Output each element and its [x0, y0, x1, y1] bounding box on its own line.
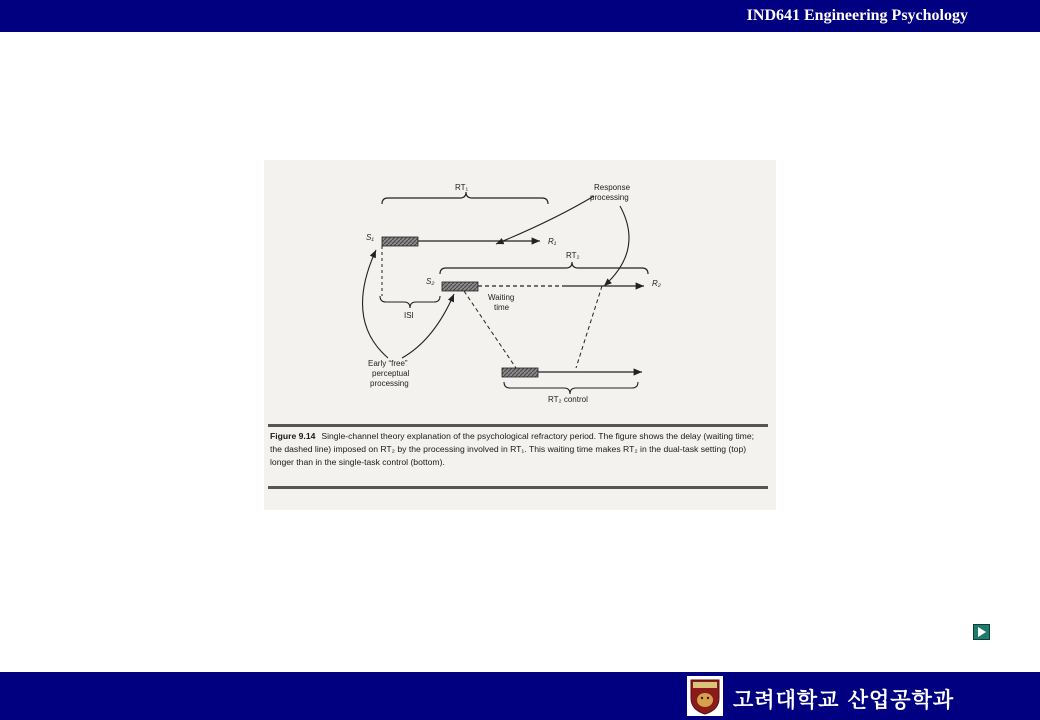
isi-brace — [380, 296, 440, 308]
caption-rule-bottom — [268, 486, 768, 489]
university-crest-logo — [687, 676, 723, 716]
top-header-bar — [0, 0, 1040, 32]
waiting-time-label-2: time — [494, 303, 510, 312]
department-name: 고려대학교 산업공학과 — [733, 688, 955, 712]
next-slide-button[interactable] — [973, 624, 990, 640]
waiting-time-label-1: Waiting — [488, 293, 515, 302]
figure-caption — [270, 430, 766, 469]
course-title: IND641 Engineering Psychology — [746, 7, 968, 24]
caption-text: Single-channel theory explanation of the psychological refractory period. The figure shows the delay (waiting time; the dashed line) imposed on RT₂ by the processing involved in RT₁. This waiting time makes RT₂ in the dual-task setting (top) longer than in the single-task control (bottom). — [270, 431, 755, 467]
caption-label: Figure 9.14 — [270, 431, 316, 441]
s1-label: S₁ — [366, 233, 374, 242]
r1-label: R₁ — [548, 237, 557, 246]
response-arrow-1 — [496, 196, 594, 244]
early-processing-label-3: processing — [370, 379, 409, 388]
early-processing-label-1: Early “free” — [368, 359, 408, 368]
early-processing-label-2: perceptual — [372, 369, 410, 378]
s2-stimulus-box — [442, 282, 478, 291]
response-arrow-2 — [604, 206, 629, 286]
isi-label: ISI — [404, 311, 414, 320]
s2-label: S₂ — [426, 277, 435, 286]
rt1-label: RT₁ — [455, 183, 469, 192]
caption-rule-top — [268, 424, 768, 427]
early-arrow-s1 — [363, 250, 388, 358]
figure-9-14 — [264, 160, 776, 510]
s1-stimulus-box — [382, 237, 418, 246]
response-processing-label-1: Response — [594, 183, 631, 192]
rt2-control-brace — [504, 382, 638, 394]
control-stimulus-box — [502, 368, 538, 377]
rt2-control-label: RT₂ control — [548, 395, 588, 404]
control-dashed-right — [576, 286, 602, 368]
early-arrow-s2 — [402, 294, 454, 358]
rt1-brace — [382, 192, 548, 204]
response-processing-label-2: processing — [590, 193, 629, 202]
play-triangle-icon — [974, 625, 989, 639]
r2-label: R₂ — [652, 279, 661, 288]
rt2-label: RT₂ — [566, 251, 580, 260]
